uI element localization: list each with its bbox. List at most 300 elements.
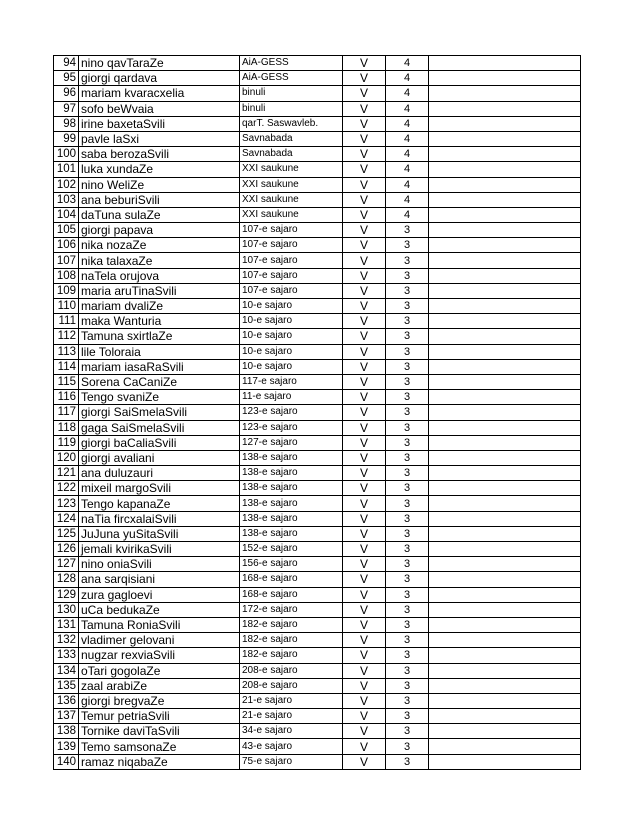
table-row [54,678,581,693]
table-row [54,420,581,435]
table-row [54,724,581,739]
table-row [54,253,581,268]
row-number: 101 [54,162,79,177]
table-row [54,223,581,238]
row-number: 129 [54,587,79,602]
student-name: Temo samsonaZe [79,739,240,754]
school-name: XXI saukune [240,192,343,207]
empty-cell [429,177,581,192]
empty-cell [429,648,581,663]
table-row [54,617,581,632]
table-row [54,56,581,71]
school-name: qarT. Saswavleb. [240,116,343,131]
school-name: 138-e sajaro [240,526,343,541]
empty-cell [429,314,581,329]
student-name: giorgi baCaliaSvili [79,435,240,450]
table-row [54,405,581,420]
check-mark: V [343,572,386,587]
table-row [54,587,581,602]
school-name: 10-e sajaro [240,329,343,344]
table-row [54,542,581,557]
row-number: 140 [54,754,79,769]
check-mark: V [343,162,386,177]
table-row [54,648,581,663]
check-mark: V [343,466,386,481]
school-name: 107-e sajaro [240,238,343,253]
student-name: zaal arabiZe [79,678,240,693]
empty-cell [429,724,581,739]
empty-cell [429,283,581,298]
school-name: 168-e sajaro [240,572,343,587]
grade-value: 3 [386,754,429,769]
results-table-body [54,56,581,770]
student-name: mariam kvaracxelia [79,86,240,101]
school-name: 107-e sajaro [240,223,343,238]
student-name: nika talaxaZe [79,253,240,268]
empty-cell [429,86,581,101]
student-name: nino qavTaraZe [79,56,240,71]
check-mark: V [343,374,386,389]
check-mark: V [343,192,386,207]
check-mark: V [343,663,386,678]
student-name: ana duluzauri [79,466,240,481]
row-number: 127 [54,557,79,572]
check-mark: V [343,223,386,238]
check-mark: V [343,754,386,769]
empty-cell [429,359,581,374]
row-number: 131 [54,617,79,632]
school-name: 182-e sajaro [240,648,343,663]
table-row [54,390,581,405]
grade-value: 3 [386,724,429,739]
school-name: Savnabada [240,147,343,162]
student-name: nika nozaZe [79,238,240,253]
student-name: saba berozaSvili [79,147,240,162]
check-mark: V [343,633,386,648]
grade-value: 3 [386,739,429,754]
check-mark: V [343,587,386,602]
school-name: 138-e sajaro [240,496,343,511]
row-number: 115 [54,374,79,389]
empty-cell [429,739,581,754]
school-name: 152-e sajaro [240,542,343,557]
grade-value: 4 [386,116,429,131]
empty-cell [429,162,581,177]
student-name: pavle laSxi [79,131,240,146]
table-row [54,314,581,329]
row-number: 137 [54,709,79,724]
row-number: 102 [54,177,79,192]
empty-cell [429,405,581,420]
check-mark: V [343,526,386,541]
check-mark: V [343,450,386,465]
row-number: 98 [54,116,79,131]
row-number: 119 [54,435,79,450]
table-row [54,192,581,207]
row-number: 97 [54,101,79,116]
row-number: 94 [54,56,79,71]
check-mark: V [343,709,386,724]
student-name: maka Wanturia [79,314,240,329]
grade-value: 3 [386,633,429,648]
grade-value: 4 [386,56,429,71]
row-number: 128 [54,572,79,587]
grade-value: 3 [386,557,429,572]
school-name: 10-e sajaro [240,359,343,374]
school-name: 107-e sajaro [240,253,343,268]
student-name: naTia fircxalaiSvili [79,511,240,526]
row-number: 133 [54,648,79,663]
table-row [54,162,581,177]
row-number: 124 [54,511,79,526]
grade-value: 4 [386,86,429,101]
grade-value: 4 [386,162,429,177]
row-number: 136 [54,693,79,708]
empty-cell [429,299,581,314]
check-mark: V [343,481,386,496]
school-name: 11-e sajaro [240,390,343,405]
school-name: 208-e sajaro [240,663,343,678]
grade-value: 3 [386,314,429,329]
school-name: XXI saukune [240,207,343,222]
table-row [54,739,581,754]
check-mark: V [343,253,386,268]
school-name: AiA-GESS [240,71,343,86]
table-row [54,557,581,572]
check-mark: V [343,542,386,557]
student-name: gaga SaiSmelaSvili [79,420,240,435]
row-number: 110 [54,299,79,314]
student-name: ana sarqisiani [79,572,240,587]
row-number: 117 [54,405,79,420]
grade-value: 4 [386,147,429,162]
student-name: mariam dvaliZe [79,299,240,314]
empty-cell [429,754,581,769]
check-mark: V [343,557,386,572]
row-number: 104 [54,207,79,222]
empty-cell [429,147,581,162]
empty-cell [429,253,581,268]
row-number: 125 [54,526,79,541]
school-name: 43-e sajaro [240,739,343,754]
row-number: 100 [54,147,79,162]
student-name: Tamuna sxirtlaZe [79,329,240,344]
row-number: 113 [54,344,79,359]
table-row [54,693,581,708]
table-row [54,238,581,253]
check-mark: V [343,648,386,663]
grade-value: 3 [386,481,429,496]
grade-value: 3 [386,283,429,298]
school-name: binuli [240,101,343,116]
school-name: 168-e sajaro [240,587,343,602]
student-name: ana beburiSvili [79,192,240,207]
school-name: 123-e sajaro [240,420,343,435]
check-mark: V [343,283,386,298]
empty-cell [429,56,581,71]
check-mark: V [343,116,386,131]
check-mark: V [343,147,386,162]
row-number: 138 [54,724,79,739]
school-name: 156-e sajaro [240,557,343,572]
empty-cell [429,511,581,526]
student-name: zura gagloevi [79,587,240,602]
check-mark: V [343,511,386,526]
grade-value: 3 [386,420,429,435]
check-mark: V [343,71,386,86]
row-number: 130 [54,602,79,617]
table-row [54,268,581,283]
student-name: vladimer gelovani [79,633,240,648]
student-name: giorgi avaliani [79,450,240,465]
table-row [54,466,581,481]
school-name: binuli [240,86,343,101]
grade-value: 3 [386,511,429,526]
grade-value: 3 [386,344,429,359]
table-row [54,709,581,724]
grade-value: 3 [386,268,429,283]
table-row [54,602,581,617]
student-name: uCa bedukaZe [79,602,240,617]
grade-value: 3 [386,587,429,602]
table-row [54,481,581,496]
table-row [54,435,581,450]
empty-cell [429,192,581,207]
table-row [54,511,581,526]
school-name: 138-e sajaro [240,450,343,465]
check-mark: V [343,207,386,222]
row-number: 134 [54,663,79,678]
school-name: 117-e sajaro [240,374,343,389]
row-number: 118 [54,420,79,435]
school-name: 107-e sajaro [240,268,343,283]
grade-value: 3 [386,466,429,481]
empty-cell [429,131,581,146]
student-name: JuJuna yuSitaSvili [79,526,240,541]
grade-value: 3 [386,663,429,678]
school-name: 107-e sajaro [240,283,343,298]
row-number: 111 [54,314,79,329]
row-number: 112 [54,329,79,344]
student-name: luka xundaZe [79,162,240,177]
school-name: 34-e sajaro [240,724,343,739]
grade-value: 4 [386,177,429,192]
row-number: 126 [54,542,79,557]
check-mark: V [343,693,386,708]
row-number: 105 [54,223,79,238]
check-mark: V [343,678,386,693]
school-name: 10-e sajaro [240,344,343,359]
table-row [54,374,581,389]
school-name: 21-e sajaro [240,693,343,708]
table-row [54,283,581,298]
empty-cell [429,587,581,602]
empty-cell [429,207,581,222]
empty-cell [429,390,581,405]
table-row [54,450,581,465]
empty-cell [429,435,581,450]
table-row [54,329,581,344]
grade-value: 3 [386,542,429,557]
grade-value: 3 [386,329,429,344]
empty-cell [429,602,581,617]
check-mark: V [343,344,386,359]
check-mark: V [343,602,386,617]
check-mark: V [343,314,386,329]
row-number: 103 [54,192,79,207]
grade-value: 3 [386,693,429,708]
student-name: Tengo svaniZe [79,390,240,405]
empty-cell [429,542,581,557]
student-name: nugzar rexviaSvili [79,648,240,663]
check-mark: V [343,496,386,511]
row-number: 121 [54,466,79,481]
check-mark: V [343,131,386,146]
empty-cell [429,572,581,587]
school-name: 172-e sajaro [240,602,343,617]
empty-cell [429,633,581,648]
empty-cell [429,526,581,541]
school-name: 208-e sajaro [240,678,343,693]
empty-cell [429,420,581,435]
student-name: daTuna sulaZe [79,207,240,222]
table-row [54,177,581,192]
table-row [54,572,581,587]
row-number: 123 [54,496,79,511]
row-number: 96 [54,86,79,101]
row-number: 99 [54,131,79,146]
student-name: nino WeliZe [79,177,240,192]
table-row [54,86,581,101]
empty-cell [429,329,581,344]
school-name: 182-e sajaro [240,617,343,632]
student-name: oTari gogolaZe [79,663,240,678]
empty-cell [429,344,581,359]
school-name: 138-e sajaro [240,466,343,481]
school-name: XXI saukune [240,177,343,192]
school-name: 21-e sajaro [240,709,343,724]
grade-value: 4 [386,101,429,116]
check-mark: V [343,390,386,405]
empty-cell [429,678,581,693]
row-number: 120 [54,450,79,465]
grade-value: 3 [386,572,429,587]
check-mark: V [343,435,386,450]
grade-value: 3 [386,678,429,693]
grade-value: 3 [386,526,429,541]
grade-value: 3 [386,435,429,450]
grade-value: 3 [386,602,429,617]
empty-cell [429,101,581,116]
school-name: 138-e sajaro [240,481,343,496]
student-name: Sorena CaCaniZe [79,374,240,389]
table-row [54,359,581,374]
empty-cell [429,693,581,708]
student-name: sofo beWvaia [79,101,240,116]
empty-cell [429,466,581,481]
grade-value: 3 [386,450,429,465]
empty-cell [429,557,581,572]
school-name: 75-e sajaro [240,754,343,769]
row-number: 106 [54,238,79,253]
check-mark: V [343,329,386,344]
check-mark: V [343,724,386,739]
grade-value: 3 [386,390,429,405]
grade-value: 3 [386,223,429,238]
check-mark: V [343,299,386,314]
check-mark: V [343,420,386,435]
grade-value: 3 [386,405,429,420]
row-number: 132 [54,633,79,648]
empty-cell [429,268,581,283]
row-number: 135 [54,678,79,693]
empty-cell [429,374,581,389]
grade-value: 3 [386,299,429,314]
grade-value: 4 [386,131,429,146]
empty-cell [429,238,581,253]
row-number: 109 [54,283,79,298]
student-name: giorgi SaiSmelaSvili [79,405,240,420]
grade-value: 3 [386,709,429,724]
student-name: mariam iasaRaSvili [79,359,240,374]
student-name: Tornike daviTaSvili [79,724,240,739]
table-row [54,71,581,86]
empty-cell [429,71,581,86]
table-row [54,101,581,116]
grade-value: 3 [386,496,429,511]
check-mark: V [343,101,386,116]
school-name: Savnabada [240,131,343,146]
check-mark: V [343,56,386,71]
student-name: nino oniaSvili [79,557,240,572]
student-name: Tamuna RoniaSvili [79,617,240,632]
table-row [54,344,581,359]
table-row [54,116,581,131]
check-mark: V [343,86,386,101]
check-mark: V [343,177,386,192]
student-name: giorgi papava [79,223,240,238]
row-number: 139 [54,739,79,754]
grade-value: 3 [386,253,429,268]
school-name: 10-e sajaro [240,314,343,329]
grade-value: 3 [386,374,429,389]
student-name: lile Toloraia [79,344,240,359]
check-mark: V [343,405,386,420]
school-name: 10-e sajaro [240,299,343,314]
empty-cell [429,481,581,496]
grade-value: 4 [386,71,429,86]
student-name: naTela orujova [79,268,240,283]
table-row [54,754,581,769]
table-row [54,633,581,648]
student-name: jemali kvirikaSvili [79,542,240,557]
table-row [54,526,581,541]
grade-value: 3 [386,359,429,374]
student-name: Temur petriaSvili [79,709,240,724]
student-name: irine baxetaSvili [79,116,240,131]
empty-cell [429,116,581,131]
check-mark: V [343,268,386,283]
grade-value: 3 [386,617,429,632]
table-row [54,131,581,146]
table-row [54,147,581,162]
empty-cell [429,223,581,238]
school-name: 182-e sajaro [240,633,343,648]
empty-cell [429,450,581,465]
student-name: mixeil margoSvili [79,481,240,496]
student-name: giorgi qardava [79,71,240,86]
student-name: Tengo kapanaZe [79,496,240,511]
